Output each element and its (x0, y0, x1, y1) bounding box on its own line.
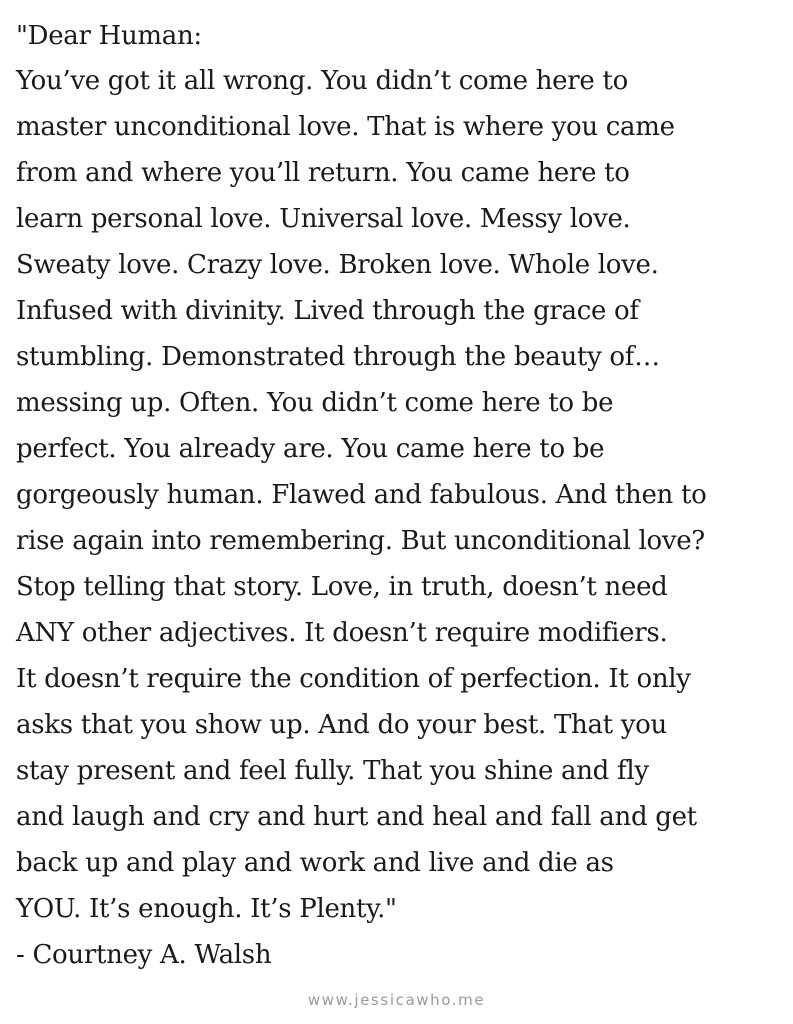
quote-line: messing up. Often. You didn’t come here to be (16, 388, 614, 418)
quote-line: ANY other adjectives. It doesn’t require modifiers. (16, 618, 668, 648)
website-watermark: www.jessicawho.me (307, 991, 486, 1009)
quote-line: It doesn’t require the condition of perfection. It only (16, 664, 691, 694)
quote-salutation: "Dear Human: (16, 21, 202, 51)
quote-line: Infused with divinity. Lived through the grace of (16, 296, 639, 326)
quote-line: Stop telling that story. Love, in truth, doesn’t need (16, 572, 668, 602)
quote-line: YOU. It’s enough. It’s Plenty." (16, 894, 397, 924)
quote-line: rise again into remembering. But unconditional love? (16, 526, 705, 556)
quote-line: gorgeously human. Flawed and fabulous. And then to (16, 480, 707, 510)
quote-line: back up and play and work and live and die as (16, 848, 614, 878)
quote-line: perfect. You already are. You came here to be (16, 434, 605, 464)
quote-line: Sweaty love. Crazy love. Broken love. Whole love. (16, 250, 659, 280)
quote-line: stay present and feel fully. That you shine and fly (16, 756, 649, 786)
quote-line: from and where you’ll return. You came here to (16, 158, 630, 188)
quote-line: asks that you show up. And do your best. That you (16, 710, 667, 740)
quote-line: stumbling. Demonstrated through the beauty of… (16, 342, 660, 372)
quote-attribution: - Courtney A. Walsh (16, 940, 272, 970)
quote-line: You’ve got it all wrong. You didn’t come here to (16, 66, 628, 96)
quote-line: and laugh and cry and hurt and heal and fall and get (16, 802, 697, 832)
quote-text-block (16, 14, 786, 978)
quote-line: master unconditional love. That is where you came (16, 112, 675, 142)
quote-line: learn personal love. Universal love. Messy love. (16, 204, 631, 234)
